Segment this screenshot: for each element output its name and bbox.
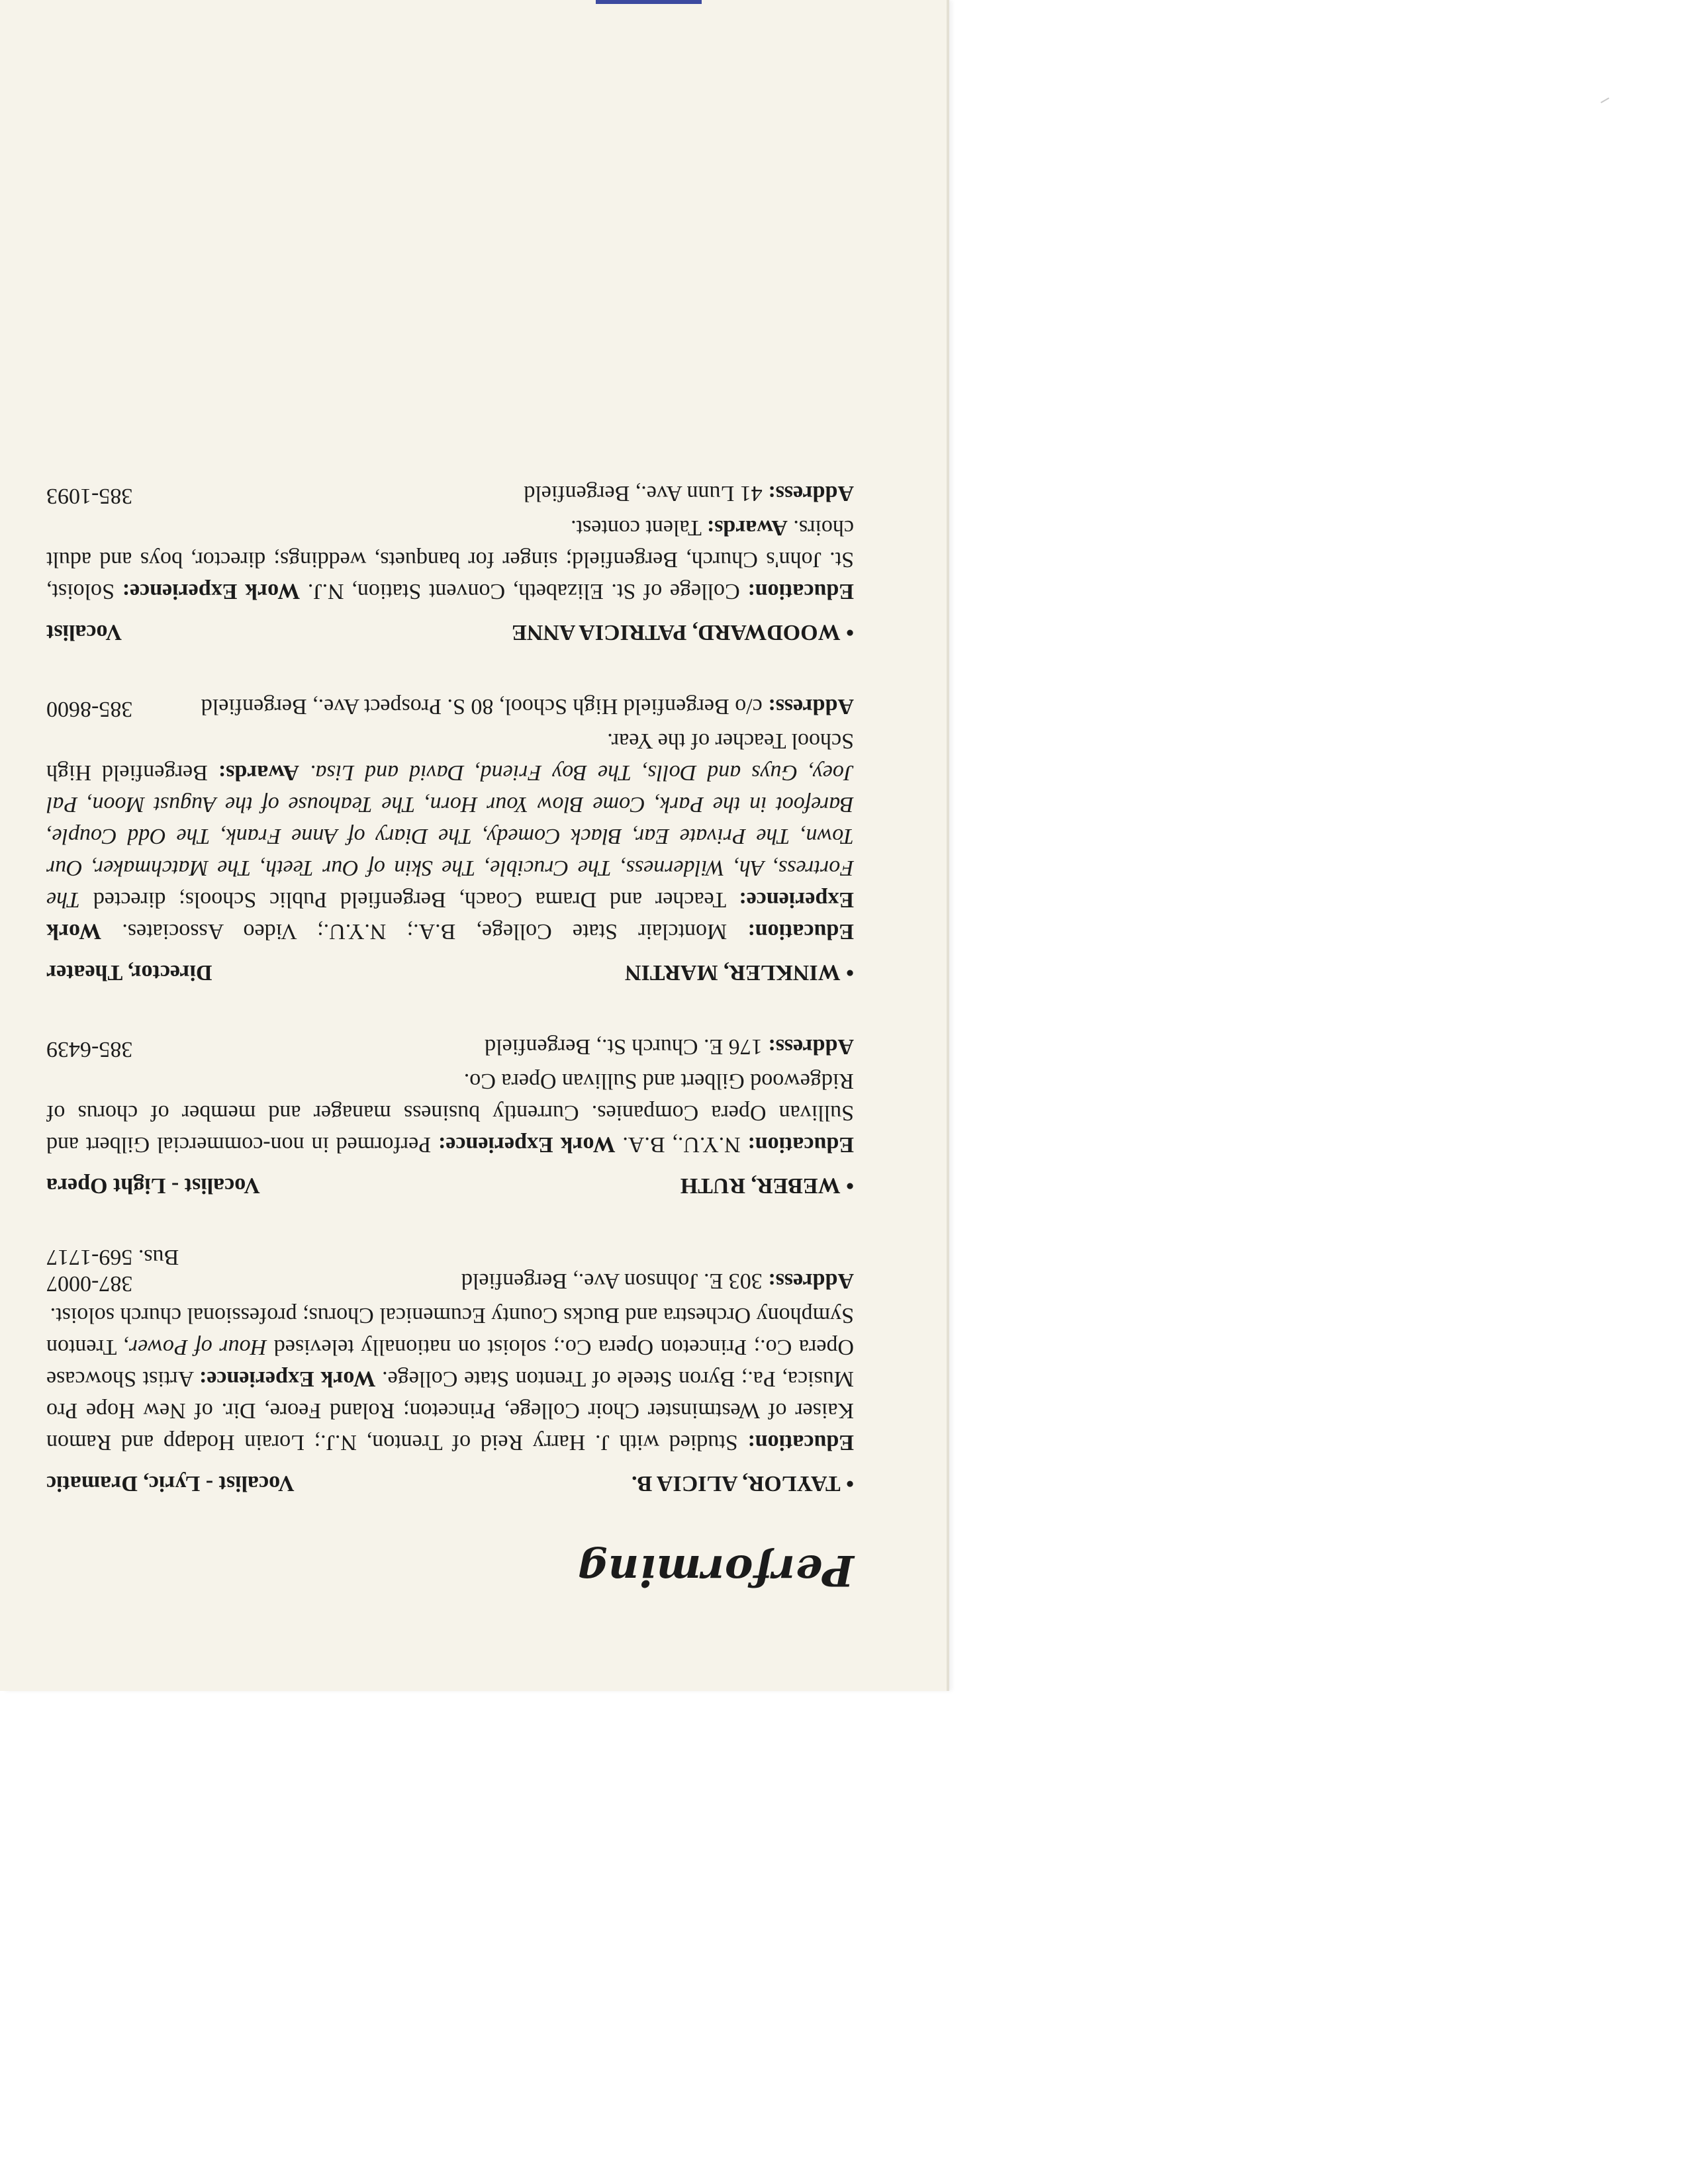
phone-numbers <box>46 1244 185 1297</box>
scan-speck <box>1601 97 1613 109</box>
work-text: Artist Showcase Opera Co.; Princeton Opera Co.; soloist on nationally televised <box>46 1335 854 1391</box>
entry-role: Director, Theater <box>46 960 212 985</box>
work-label: Work Experience: <box>122 579 301 604</box>
address-label: Address: <box>768 1269 854 1293</box>
education-text: Studied with J. Harry Reid of Trenton, N.J.; Lorain Hodapp and Ramon Kaiser of Westminster Choir College, Princeton; Roland Feore, Dir. of New Hope Pro Musica, Pa.; Byron Steele of Trenton State College. <box>46 1367 854 1455</box>
address-text: c/o Bergenfield High School, 80 S. Prospect Ave., Bergenfield <box>201 694 763 719</box>
entry-body <box>46 1299 854 1458</box>
education-text: College of St. Elizabeth, Convent Station, N.J. <box>307 579 740 604</box>
page-content <box>46 99 854 1595</box>
entry-body <box>46 725 854 947</box>
work-text: Soloist, St. John's Church, Bergenfield; singer for banquets, weddings; director, boys and adult choirs. <box>46 516 854 604</box>
address-label: Address: <box>768 1034 854 1059</box>
address-text: 303 E. Johnson Ave., Bergenfield <box>461 1269 763 1293</box>
phone-numbers <box>46 482 185 509</box>
work-text: Teacher and Drama Coach, Bergenfield Public Schools; directed <box>93 887 727 912</box>
education-label: Education: <box>747 1430 854 1455</box>
entry-header <box>46 1169 854 1201</box>
entry-weber <box>46 1030 854 1201</box>
entry-header <box>46 956 854 988</box>
section-title: Performing <box>577 1545 854 1595</box>
plays-list: The Fortress, Ah, Wilderness, The Crucible, The Skin of Our Teeth, The Matchmaker, Our Town, The Private Ear, Black Comedy, The Diary of Anne Frank, The Odd Couple, Barefoot in the Park, Come Blow Your Horn, The Teahouse of the August Moon, Pal Joey, Guys and Dolls, The Boy Friend, David and Lisa. <box>46 760 854 912</box>
awards-text: Talent contest. <box>571 516 702 540</box>
entry-body <box>46 512 854 607</box>
entry-body <box>46 1065 854 1160</box>
entry-name: • WINKLER, MARTIN <box>625 956 854 988</box>
education-label: Education: <box>747 919 854 944</box>
page-edge-mark <box>596 0 702 4</box>
phone: 385-1093 <box>46 484 133 508</box>
awards-label: Awards: <box>706 516 788 540</box>
entry-taylor <box>46 1244 854 1499</box>
business-phone: Bus. 569-1717 <box>46 1245 179 1269</box>
address-label: Address: <box>768 481 854 506</box>
entry-name: • TAYLOR, ALICIA B. <box>632 1467 854 1499</box>
address-line <box>46 690 854 722</box>
phone: 385-8600 <box>46 697 133 721</box>
entry-role: Vocalist - Lyric, Dramatic <box>46 1471 295 1496</box>
awards-label: Awards: <box>218 760 299 785</box>
address-line <box>46 1244 854 1297</box>
work-title: Hour of Power <box>128 1335 267 1359</box>
address-text: 176 E. Church St., Bergenfield <box>485 1034 763 1059</box>
work-label: Work Experience: <box>46 887 854 944</box>
work-label: Work Experience: <box>438 1132 616 1157</box>
address-line <box>46 1030 854 1062</box>
phone: 387-0007 <box>46 1271 133 1296</box>
entry-header <box>46 616 854 648</box>
address-label: Address: <box>768 694 854 719</box>
education-text: Montclair State College, B.A.; N.Y.U.; Video Associates. <box>122 919 727 944</box>
phone-numbers <box>46 1036 185 1062</box>
entry-woodward <box>46 477 854 648</box>
address-text: 41 Lunn Ave., Bergenfield <box>524 481 763 506</box>
entry-name: • WOODWARD, PATRICIA ANNE <box>512 616 854 648</box>
education-label: Education: <box>747 1132 854 1157</box>
work-text: Performed in non-commercial Gilbert and Sullivan Opera Companies. Currently business manager and member of chorus of Ridgewood Gilbert and Sullivan Opera Co. <box>46 1069 854 1157</box>
phone-numbers <box>46 696 185 722</box>
entry-role: Vocalist <box>46 620 122 645</box>
document-page <box>0 0 947 1691</box>
work-label: Work Experience: <box>199 1367 376 1391</box>
entry-header <box>46 1467 854 1499</box>
phone: 385-6439 <box>46 1037 133 1062</box>
entry-name: • WEBER, RUTH <box>680 1169 854 1201</box>
address-line <box>46 477 854 509</box>
work-text-cont: , Trenton Symphony Orchestra and Bucks County Ecumenical Chorus; professional church soloist. <box>46 1303 854 1359</box>
awards-text: Bergenfield High School Teacher of the Year. <box>46 729 854 785</box>
education-text: N.Y.U., B.A. <box>622 1132 741 1157</box>
entry-winkler <box>46 690 854 988</box>
education-label: Education: <box>747 579 854 604</box>
entry-role: Vocalist - Light Opera <box>46 1173 260 1198</box>
